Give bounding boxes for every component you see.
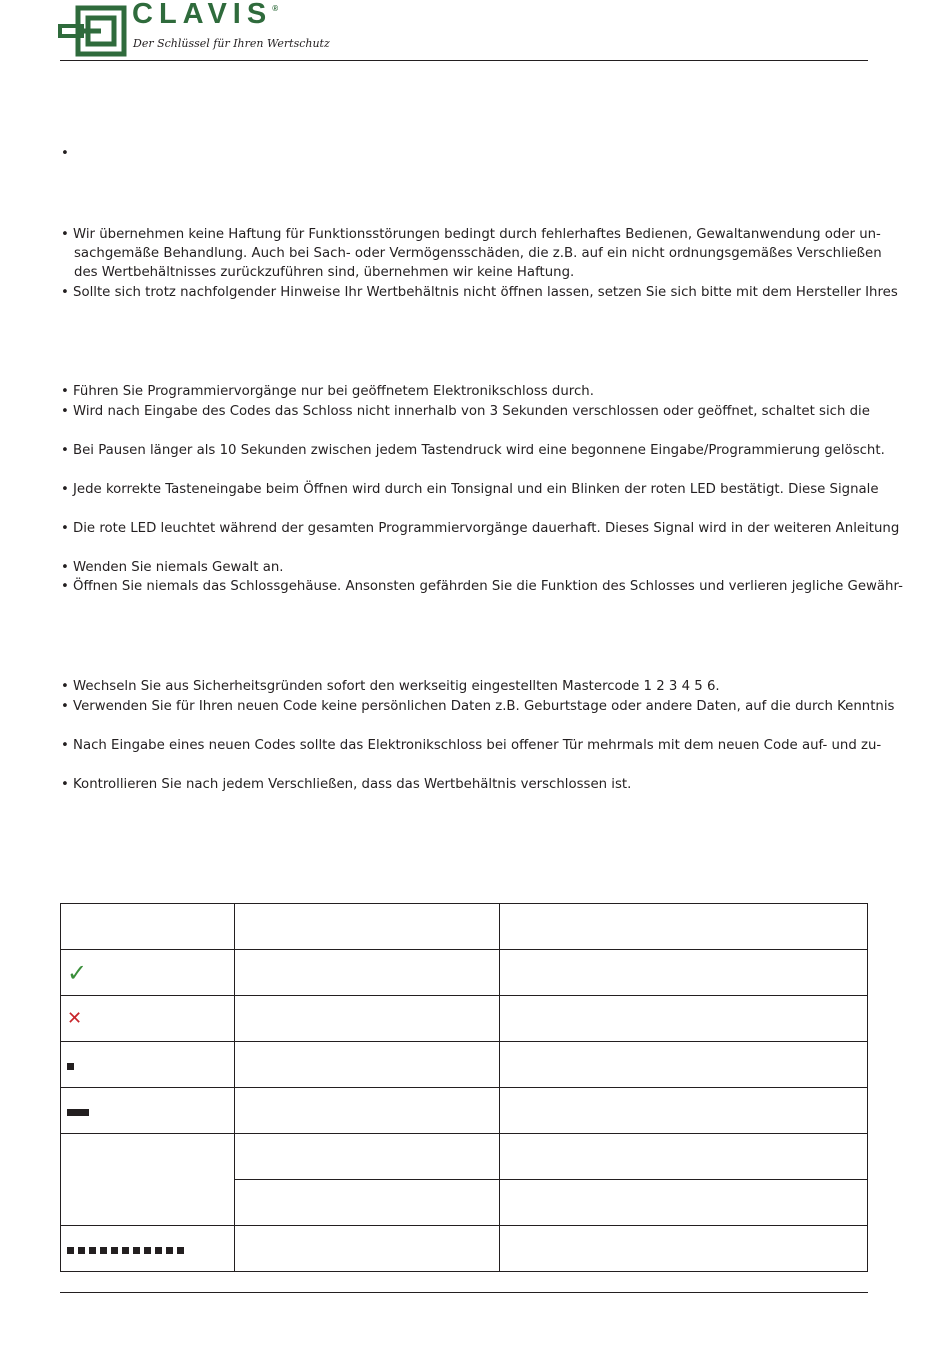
table-row bbox=[61, 950, 868, 996]
security-item: • Verwenden Sie für Ihren neuen Code keine persönlichen Daten z.B. Geburtstage oder andere Daten, auf die durch Kenntnis bbox=[61, 699, 895, 714]
security-item: • Kontrollieren Sie nach jedem Verschließen, dass das Wertbehältnis verschlossen ist. bbox=[61, 777, 632, 792]
table-row bbox=[61, 904, 868, 950]
liability-item: • Sollte sich trotz nachfolgender Hinweise Ihr Wertbehältnis nicht öffnen lassen, setzen Sie sich bitte mit dem Hersteller Ihres bbox=[61, 285, 898, 300]
table-row bbox=[61, 1226, 868, 1272]
signal-legend-table bbox=[60, 903, 868, 1272]
table-row bbox=[61, 996, 868, 1042]
long-signal-icon bbox=[67, 1109, 89, 1116]
operation-item: • Die rote LED leuchtet während der gesamten Programmiervorgänge dauerhaft. Dieses Signal wird in der weiteren Anleitung bbox=[61, 521, 900, 536]
header-rule bbox=[60, 60, 868, 61]
operation-item: • Wird nach Eingabe des Codes das Schloss nicht innerhalb von 3 Sekunden verschlossen oder geöffnet, schaltet sich die bbox=[61, 404, 870, 419]
security-item: • Wechseln Sie aus Sicherheitsgründen sofort den werkseitig eingestellten Mastercode 1 2 3 4 5 6. bbox=[61, 679, 720, 694]
check-icon: ✓ bbox=[67, 958, 88, 987]
operation-item: • Öffnen Sie niemals das Schlossgehäuse. Ansonsten gefährden Sie die Funktion des Schlosses und verlieren jegliche Gewähr- bbox=[61, 579, 903, 594]
liability-item: • Wir übernehmen keine Haftung für Funktionsstörungen bedingt durch fehlerhaftes Bedienen, Gewaltanwendung oder un- bbox=[61, 227, 881, 242]
signal-sequence-icon bbox=[67, 1239, 188, 1258]
security-item: • Nach Eingabe eines neuen Codes sollte das Elektronikschloss bei offener Tür mehrmals mit dem neuen Code auf- und zu- bbox=[61, 738, 882, 753]
brand-name: CLAVIS® bbox=[132, 0, 279, 30]
table-row bbox=[61, 1134, 868, 1180]
short-signal-icon bbox=[67, 1063, 74, 1070]
key-logo-icon bbox=[58, 4, 130, 58]
liability-item-cont: des Wertbehältnisses zurückzuführen sind, übernehmen wir keine Haftung. bbox=[74, 265, 575, 280]
table-row bbox=[61, 1042, 868, 1088]
footer-rule bbox=[60, 1292, 868, 1293]
brand-tagline: Der Schlüssel für Ihren Wertschutz bbox=[133, 37, 330, 50]
operation-item: • Bei Pausen länger als 10 Sekunden zwischen jedem Tastendruck wird eine begonnene Eingabe/Programmierung gelöscht. bbox=[61, 443, 885, 458]
operation-item: • Führen Sie Programmiervorgänge nur bei geöffnetem Elektronikschloss durch. bbox=[61, 384, 594, 399]
cross-icon: ✕ bbox=[67, 1008, 83, 1029]
empty-bullet: • bbox=[61, 146, 69, 161]
liability-item-cont: sachgemäße Behandlung. Auch bei Sach- oder Vermögensschäden, die z.B. auf ein nicht ordnungsgemäßes Verschließen bbox=[74, 246, 882, 261]
operation-item: • Jede korrekte Tasteneingabe beim Öffnen wird durch ein Tonsignal und ein Blinken der roten LED bestätigt. Diese Signale bbox=[61, 482, 879, 497]
table-row bbox=[61, 1088, 868, 1134]
operation-item: • Wenden Sie niemals Gewalt an. bbox=[61, 560, 284, 575]
clavis-logo bbox=[58, 0, 330, 58]
